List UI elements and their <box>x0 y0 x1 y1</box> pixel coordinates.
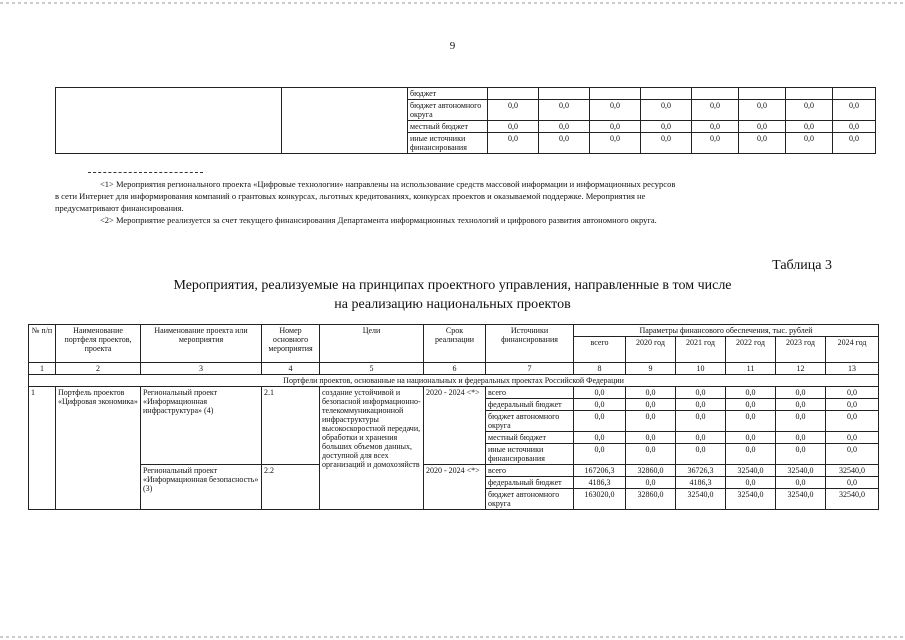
value-cell: 0,0 <box>692 100 739 121</box>
project-number: 2.2 <box>262 465 320 510</box>
footnote-separator <box>88 172 203 173</box>
value-cell: 0,0 <box>833 133 876 154</box>
note-1-line-1: <1> Мероприятия регионального проекта «Цифровые технологии» направлены на использование средств массовой информации и информационных ресурсов <box>100 179 676 189</box>
funding-source: местный бюджет <box>486 432 574 444</box>
value-cell: 0,0 <box>692 121 739 133</box>
value-cell: 0,0 <box>641 100 692 121</box>
column-number: 3 <box>141 363 262 375</box>
header-main-number: Номер основного мероприятия <box>262 325 320 363</box>
value-cell: 32540,0 <box>776 465 826 477</box>
value-cell: 0,0 <box>786 100 833 121</box>
project-term: 2020 - 2024 <*> <box>424 465 486 510</box>
value-cell: 0,0 <box>626 432 676 444</box>
header-2020: 2020 год <box>626 337 676 363</box>
value-cell: 32860,0 <box>626 465 676 477</box>
value-cell: 0,0 <box>726 444 776 465</box>
value-cell: 0,0 <box>626 399 676 411</box>
value-cell: 0,0 <box>539 100 590 121</box>
column-number: 13 <box>826 363 879 375</box>
column-number: 7 <box>486 363 574 375</box>
value-cell: 0,0 <box>626 477 676 489</box>
column-number: 1 <box>29 363 56 375</box>
value-cell: 0,0 <box>626 387 676 399</box>
funding-source: иные источники финансирования <box>486 444 574 465</box>
value-cell: 0,0 <box>626 411 676 432</box>
value-cell: 0,0 <box>574 411 626 432</box>
funding-source: федеральный бюджет <box>486 477 574 489</box>
funding-source: бюджет автономного округа <box>486 411 574 432</box>
value-cell: 163020,0 <box>574 489 626 510</box>
value-cell: 0,0 <box>641 133 692 154</box>
value-cell: 0,0 <box>776 411 826 432</box>
project-name: Региональный проект «Информационная безопасность» (3) <box>141 465 262 510</box>
value-cell: 32540,0 <box>826 489 879 510</box>
column-number: 10 <box>676 363 726 375</box>
value-cell: 0,0 <box>574 387 626 399</box>
top-blank-cell-2 <box>282 88 408 154</box>
data-row <box>29 465 879 477</box>
header-params: Параметры финансового обеспечения, тыс. рублей <box>574 325 879 337</box>
value-cell <box>641 88 692 100</box>
value-cell: 0,0 <box>726 477 776 489</box>
header-portfolio: Наименование портфеля проектов, проекта <box>56 325 141 363</box>
column-numbers-row <box>29 363 879 375</box>
header-term: Срок реализации <box>424 325 486 363</box>
header-goals: Цели <box>320 325 424 363</box>
value-cell: 0,0 <box>676 411 726 432</box>
project-name: Региональный проект «Информационная инфраструктура» (4) <box>141 387 262 465</box>
value-cell: 0,0 <box>826 444 879 465</box>
section-title: Портфели проектов, основанные на национальных и федеральных проектах Российской Федерации <box>29 375 879 387</box>
value-cell <box>488 88 539 100</box>
value-cell: 32540,0 <box>726 465 776 477</box>
note-1-line-2: в сети Интернет для информирования компаний о грантовых конкурсах, льготных кредитованиях, конкурсах проектов и оказываемой поддержке. Мероприятия не <box>55 191 646 201</box>
value-cell: 0,0 <box>786 121 833 133</box>
main-table <box>28 324 879 510</box>
value-cell: 0,0 <box>826 411 879 432</box>
portfolio-name: Портфель проектов «Цифровая экономика» <box>56 387 141 510</box>
value-cell: 0,0 <box>590 100 641 121</box>
row-number: 1 <box>29 387 56 510</box>
top-table <box>55 87 876 154</box>
header-num: № п/п <box>29 325 56 363</box>
value-cell: 4186,3 <box>676 477 726 489</box>
value-cell: 0,0 <box>776 432 826 444</box>
value-cell: 0,0 <box>826 477 879 489</box>
source-label: местный бюджет <box>408 121 488 133</box>
header-2024: 2024 год <box>826 337 879 363</box>
value-cell: 36726,3 <box>676 465 726 477</box>
value-cell: 0,0 <box>826 399 879 411</box>
value-cell: 0,0 <box>676 399 726 411</box>
value-cell: 0,0 <box>488 100 539 121</box>
value-cell: 0,0 <box>676 432 726 444</box>
value-cell: 0,0 <box>726 387 776 399</box>
column-number: 5 <box>320 363 424 375</box>
funding-source: всего <box>486 465 574 477</box>
source-label: бюджет автономного округа <box>408 100 488 121</box>
column-number: 4 <box>262 363 320 375</box>
column-number: 8 <box>574 363 626 375</box>
table-title <box>60 276 845 314</box>
value-cell: 167206,3 <box>574 465 626 477</box>
value-cell: 0,0 <box>776 444 826 465</box>
value-cell: 0,0 <box>626 444 676 465</box>
funding-source: всего <box>486 387 574 399</box>
value-cell: 0,0 <box>590 133 641 154</box>
table-label: Таблица 3 <box>772 258 832 273</box>
value-cell: 0,0 <box>574 432 626 444</box>
value-cell: 32540,0 <box>776 489 826 510</box>
value-cell: 0,0 <box>776 477 826 489</box>
value-cell <box>786 88 833 100</box>
value-cell <box>692 88 739 100</box>
value-cell: 0,0 <box>488 121 539 133</box>
value-cell: 0,0 <box>590 121 641 133</box>
top-blank-cell-1 <box>56 88 282 154</box>
value-cell: 0,0 <box>676 387 726 399</box>
project-number: 2.1 <box>262 387 320 465</box>
footnotes <box>55 178 845 226</box>
value-cell: 0,0 <box>826 432 879 444</box>
value-cell: 0,0 <box>539 121 590 133</box>
value-cell: 0,0 <box>776 387 826 399</box>
column-number: 9 <box>626 363 676 375</box>
value-cell: 0,0 <box>776 399 826 411</box>
page-number: 9 <box>449 40 456 52</box>
value-cell: 0,0 <box>676 444 726 465</box>
value-cell: 0,0 <box>739 100 786 121</box>
value-cell: 0,0 <box>574 399 626 411</box>
value-cell: 0,0 <box>739 121 786 133</box>
value-cell: 0,0 <box>574 444 626 465</box>
funding-source: федеральный бюджет <box>486 399 574 411</box>
funding-source: бюджет автономного округа <box>486 489 574 510</box>
value-cell: 0,0 <box>726 432 776 444</box>
header-total: всего <box>574 337 626 363</box>
source-label: иные источники финансирования <box>408 133 488 154</box>
goals-text: создание устойчивой и безопасной информационно-телекоммуникационной инфраструктуры высокоскоростной передачи, обработки и хранения больших объемов данных, доступной для всех организаций и домохозяйств <box>320 387 424 510</box>
header-project: Наименование проекта или мероприятия <box>141 325 262 363</box>
value-cell: 0,0 <box>726 411 776 432</box>
table-title-line-1: Мероприятия, реализуемые на принципах проектного управления, направленные в том числе <box>173 278 732 293</box>
value-cell: 0,0 <box>726 399 776 411</box>
table-title-line-2: на реализацию национальных проектов <box>334 297 571 312</box>
header-2022: 2022 год <box>726 337 776 363</box>
project-term: 2020 - 2024 <*> <box>424 387 486 465</box>
note-2: <2> Мероприятие реализуется за счет текущего финансирования Департамента информационных технологий и цифрового развития автономного округа. <box>100 215 657 225</box>
value-cell <box>539 88 590 100</box>
header-sources: Источники финансирования <box>486 325 574 363</box>
value-cell: 32860,0 <box>626 489 676 510</box>
value-cell: 32540,0 <box>826 465 879 477</box>
data-row <box>29 387 879 399</box>
value-cell: 0,0 <box>833 121 876 133</box>
value-cell: 0,0 <box>539 133 590 154</box>
column-number: 11 <box>726 363 776 375</box>
header-2023: 2023 год <box>776 337 826 363</box>
value-cell: 0,0 <box>739 133 786 154</box>
column-number: 12 <box>776 363 826 375</box>
value-cell: 0,0 <box>826 387 879 399</box>
value-cell: 32540,0 <box>726 489 776 510</box>
value-cell: 0,0 <box>786 133 833 154</box>
value-cell: 0,0 <box>488 133 539 154</box>
header-2021: 2021 год <box>676 337 726 363</box>
value-cell: 0,0 <box>692 133 739 154</box>
value-cell: 0,0 <box>641 121 692 133</box>
value-cell <box>833 88 876 100</box>
value-cell <box>739 88 786 100</box>
source-label: бюджет <box>408 88 488 100</box>
top-table-row <box>56 88 876 100</box>
value-cell <box>590 88 641 100</box>
note-1-line-3: предусматривают финансирования. <box>55 203 184 213</box>
value-cell: 32540,0 <box>676 489 726 510</box>
column-number: 6 <box>424 363 486 375</box>
scan-edge-top <box>0 2 905 4</box>
scan-edge-bottom <box>0 636 905 638</box>
value-cell: 0,0 <box>833 100 876 121</box>
column-number: 2 <box>56 363 141 375</box>
value-cell: 4186,3 <box>574 477 626 489</box>
